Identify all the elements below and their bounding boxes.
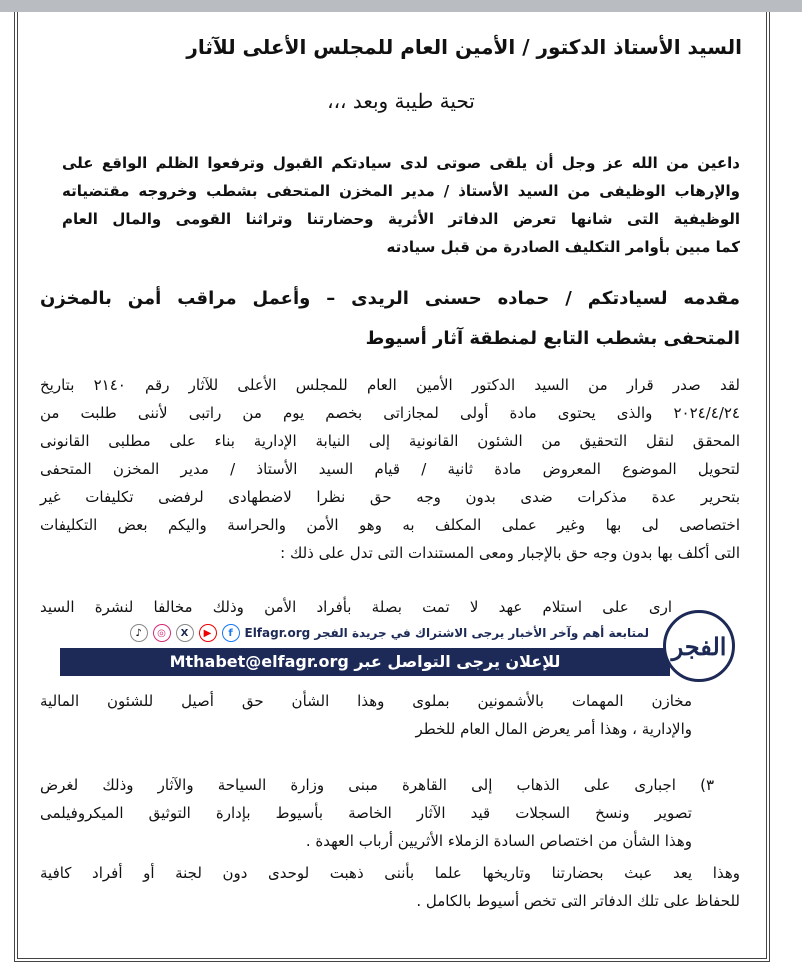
body-line: ٢٠٢٤/٤/٢٤ والذى يحتوى مادة أولى لمجازاتى بخصم يوم من راتبى لأننى طلبت من (40, 404, 740, 422)
greeting: تحية طيبة وبعد ،،، (327, 89, 475, 113)
follow-text: لمتابعة أهم وآخر الأخبار يرجى الاشتراك في جريدة الفجر Elfagr.org (244, 626, 649, 640)
body-line: لقد صدر قرار من السيد الدكتور الأمين العام للمجلس الأعلى للآثار رقم ٢١٤٠ بتاريخ (40, 376, 741, 394)
tiktok-icon[interactable]: ♪ (130, 624, 148, 642)
body-line: لتحويل الموضوع المعروض مادة ثانية / قيام السيد الأستاذ / مدير المخزن المتحفى (40, 460, 740, 478)
elfagr-logo: الفجر (663, 610, 735, 682)
intro-line: داعين من الله عز وجل أن يلقى صوتى لدى سيادتكم القبول وترفعوا الظلم الواقع على (62, 154, 740, 172)
advertising-contact-bar: للإعلان يرجى التواصل عبر Mthabet@elfagr.org (60, 648, 670, 676)
closing-line: للحفاظ على تلك الدفاتر التى تخص أسيوط بالكامل . (416, 892, 740, 910)
closing-line: وهذا يعد عبث بحضارتنا وتاريخها علما بأننى ذهبت لوحدى دون لجنة أو أفراد كافية (40, 864, 740, 882)
item-line: ٣) اجبارى على الذهاب إلى القاهرة مبنى وزارة السياحة والآثار وذلك لغرض (40, 776, 714, 794)
letter-recipient: السيد الأستاذ الدكتور / الأمين العام للمجلس الأعلى للآثار (186, 35, 742, 59)
presenter-line: مقدمه لسيادتكم / حماده حسنى الريدى – وأعمل مراقب أمن بالمخزن (40, 288, 740, 309)
facebook-icon[interactable]: f (222, 624, 240, 642)
x-icon[interactable]: X (176, 624, 194, 642)
item-line: وهذا الشأن من اختصاص السادة الزملاء الأثريين أرباب العهدة . (305, 832, 692, 850)
intro-line: الوظيفية التى شانها تعرض الدفاتر الأثرية وحضارتنا وتراثنا القومى والمال العام (62, 210, 740, 228)
item-line: مخازن المهمات بالأشمونين بملوى وهذا الشأن حق أصيل للشئون المالية (40, 692, 692, 710)
item-line: تصوير ونسخ السجلات قيد الآثار الخاصة بأسيوط بإدارة التوثيق الميكروفيلمى (40, 804, 692, 822)
body-line: اختصاصى لى بها وغير عملى المكلف به وهو الأمن والحراسة واليكم بعض التكليفات (40, 516, 740, 534)
youtube-icon[interactable]: ▶ (199, 624, 217, 642)
watermark-banner (55, 612, 745, 694)
intro-line: كما مبين بأوامر التكليف الصادرة من قبل سيادته (386, 238, 740, 256)
intro-line: والإرهاب الوظيفى من السيد الأستاذ / مدير المخزن المتحفى بشطب وخروجه مقتضياته (62, 182, 740, 200)
follow-strip (124, 620, 656, 646)
instagram-icon[interactable]: ◎ (153, 624, 171, 642)
body-line: التى أكلف بها بدون وجه حق بالإجبار ومعى المستندات التى تدل على ذلك : (280, 544, 740, 562)
top-bar (0, 0, 802, 12)
item-line: والإدارية ، وهذا أمر يعرض المال العام للخطر (415, 720, 692, 738)
body-line: ارى على استلام عهد لا تمت بصلة بأفراد الأمن وذلك مخالفا لنشرة السيد (40, 598, 672, 616)
body-line: المحقق لنقل التحقيق من الشئون القانونية إلى النيابة الإدارية بناء على مطلبى القانونى (40, 432, 740, 450)
body-line: بتحرير عدة مذكرات ضدى بدون وجه حق نظرا لاضطهادى لرفضى تكليفات غير (40, 488, 740, 506)
presenter-line: المتحفى بشطب التابع لمنطقة آثار أسيوط (365, 328, 740, 349)
